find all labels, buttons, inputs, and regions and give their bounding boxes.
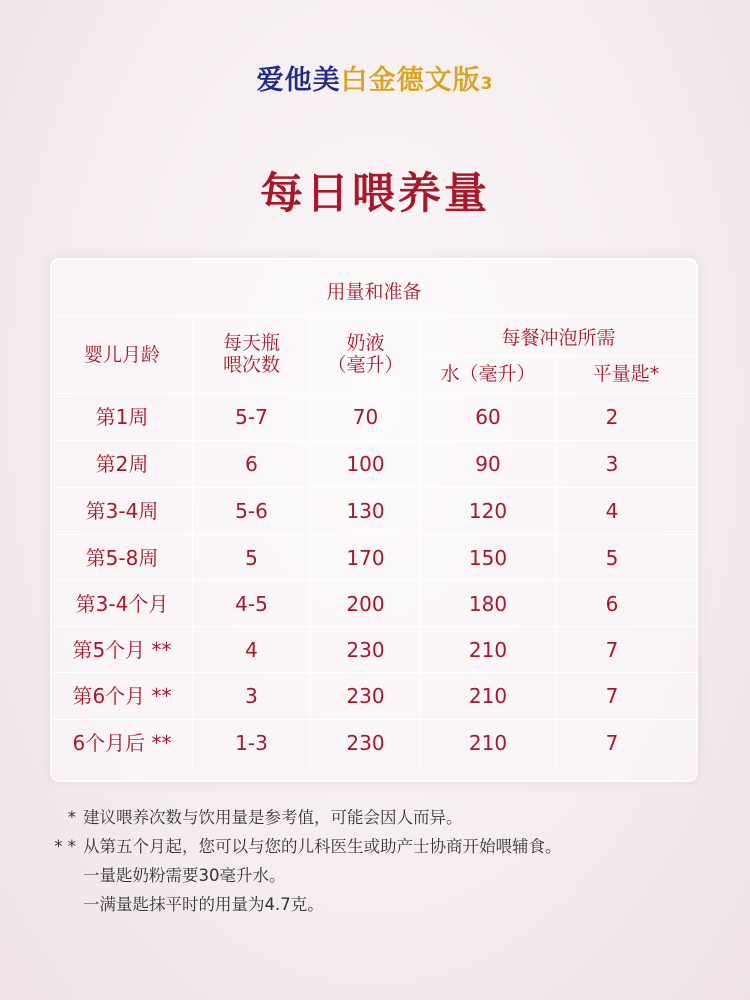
footnote-text: 一满量匙抹平时的用量为4.7克。 (83, 895, 324, 914)
header-divider (52, 316, 696, 317)
brand-stage: 3 (480, 74, 494, 94)
milk-cell: 70 (352, 405, 379, 429)
water-cell: 120 (468, 499, 508, 523)
spoons-cell: 6 (605, 591, 619, 616)
footnote-text: 从第五个月起，您可以与您的儿科医生或助产士协商开始喂辅食。 (83, 837, 562, 856)
water-cell: 90 (475, 452, 501, 476)
feeds-cell: 5-6 (235, 499, 268, 523)
page-title: 每日喂养量 (260, 169, 490, 219)
age-cell: 第3-4周 (85, 499, 159, 523)
milk-cell: 130 (346, 499, 385, 523)
footnote (0, 803, 750, 832)
column-header-water: 水（毫升） (440, 363, 536, 385)
brand-name: 爱他美 (256, 65, 341, 96)
feeds-cell: 4-5 (235, 591, 268, 616)
subheader-divider (421, 356, 696, 357)
spoons-cell: 7 (605, 637, 619, 662)
brand-edition: 白金德文版 (340, 65, 481, 96)
footnote-marker: * * (54, 837, 76, 856)
spoons-cell: 4 (605, 499, 619, 523)
water-cell: 210 (468, 684, 508, 708)
footnote-marker: * (67, 808, 76, 827)
footnote-text: 建议喂养次数与饮用量是参考值，可能会因人而异。 (83, 808, 463, 827)
feeds-cell: 5 (245, 545, 258, 570)
feeds-cell: 4 (245, 637, 258, 662)
milk-cell: 200 (346, 591, 385, 616)
spoons-cell: 2 (605, 405, 619, 429)
footnote (0, 890, 750, 919)
water-cell: 180 (468, 591, 508, 616)
feeds-cell: 1-3 (235, 731, 268, 755)
column-header-milk: 奶液 （毫升） (327, 332, 404, 376)
spoons-cell: 5 (605, 545, 619, 570)
age-cell: 第5-8周 (85, 545, 159, 570)
age-cell: 第6个月 ** (72, 684, 172, 708)
table-section-header: 用量和准备 (326, 281, 422, 303)
spoons-cell: 7 (605, 731, 619, 755)
footnote (0, 832, 750, 861)
footnote (0, 861, 750, 890)
spoons-cell: 7 (605, 684, 619, 708)
footnotes (0, 803, 750, 919)
brand-title (0, 58, 750, 97)
water-cell: 210 (468, 731, 508, 755)
milk-cell: 100 (346, 452, 385, 476)
age-cell: 6个月后 ** (72, 731, 172, 755)
footnote-text: 一量匙奶粉需要30毫升水。 (83, 866, 286, 885)
feeds-cell: 6 (245, 452, 258, 476)
age-cell: 第2周 (95, 452, 149, 476)
column-header-age: 婴儿月龄 (83, 344, 160, 366)
spoons-cell: 3 (605, 452, 619, 476)
milk-cell: 230 (346, 684, 385, 708)
column-header-preparation: 每餐冲泡所需 (501, 327, 616, 349)
water-cell: 60 (475, 405, 501, 429)
age-cell: 第1周 (95, 405, 149, 429)
milk-cell: 230 (346, 731, 385, 755)
milk-cell: 170 (346, 545, 385, 570)
feeds-cell: 5-7 (235, 405, 268, 429)
age-cell: 第3-4个月 (75, 591, 169, 616)
water-cell: 210 (468, 637, 508, 662)
water-cell: 150 (468, 545, 508, 570)
column-header-spoons: 平量匙* (592, 363, 660, 385)
feeds-cell: 3 (245, 684, 258, 708)
column-header-feeds: 每天瓶 喂次数 (222, 332, 280, 376)
age-cell: 第5个月 ** (72, 637, 172, 662)
milk-cell: 230 (346, 637, 385, 662)
